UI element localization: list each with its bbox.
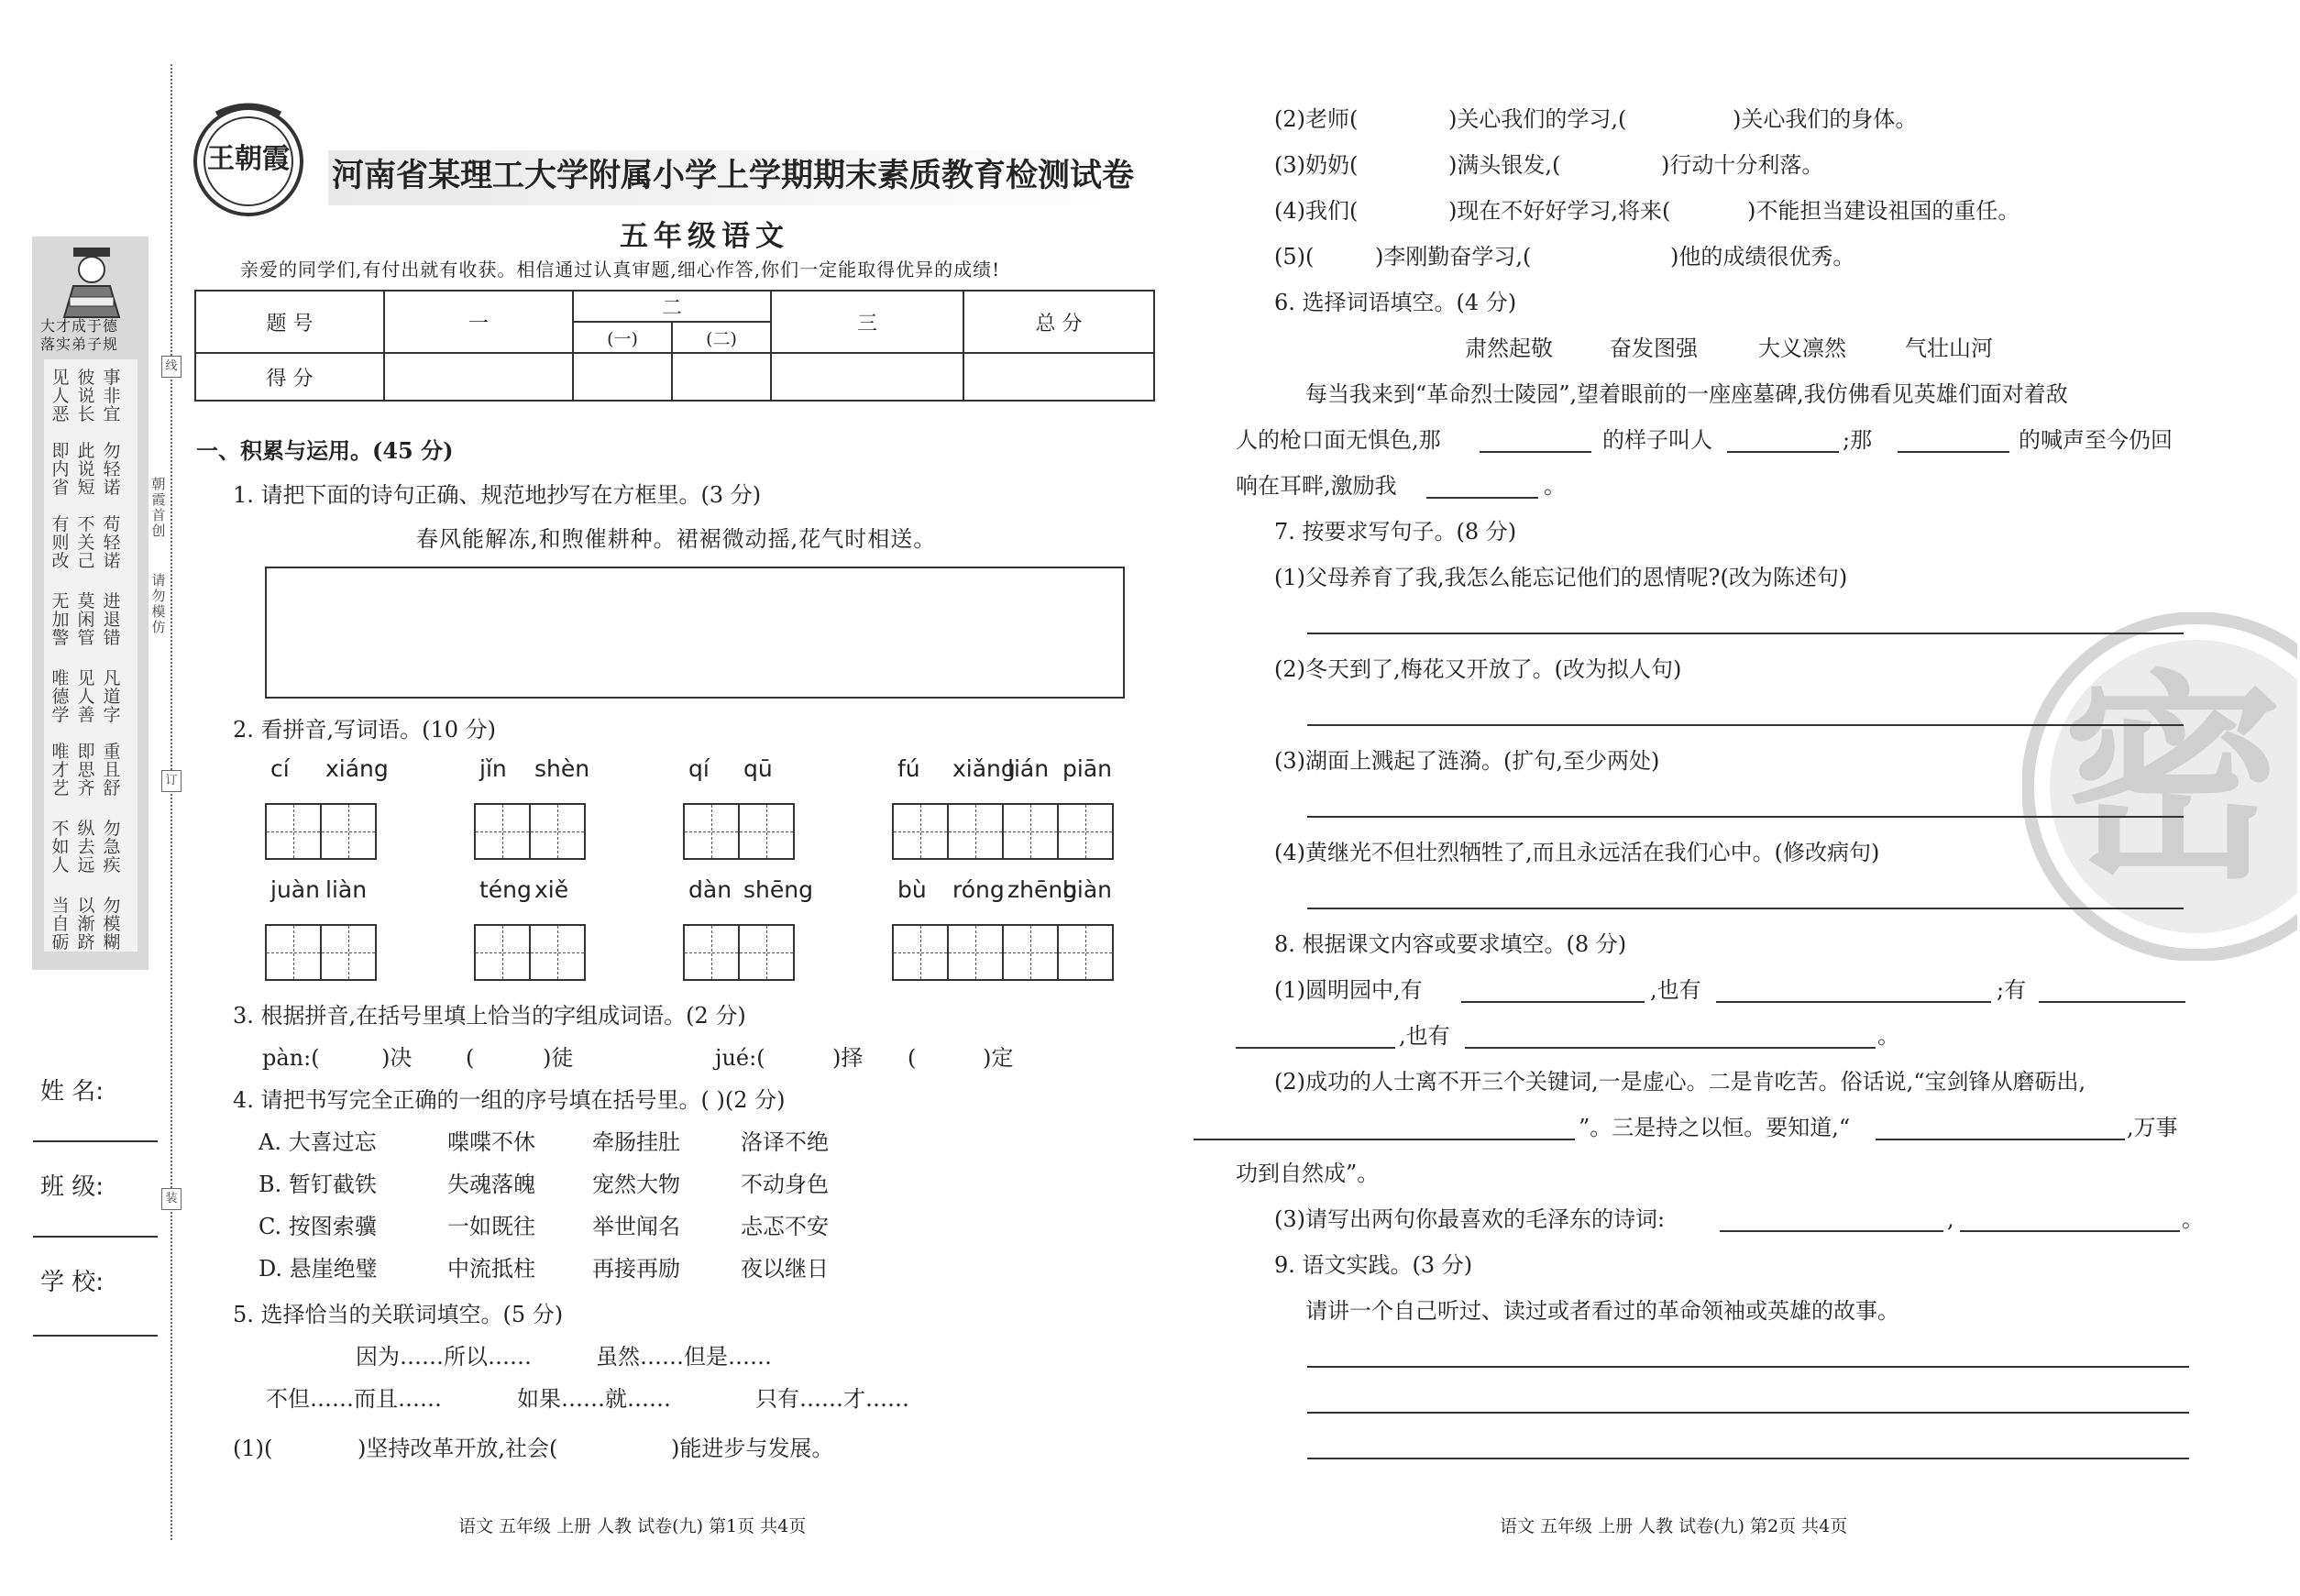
q5-3-c: )行动十分利落。: [1661, 152, 1824, 178]
score-table-header-1: 一: [384, 291, 573, 353]
pinyin-syllable: lián: [1007, 755, 1050, 782]
tianzige-cell[interactable]: [1057, 803, 1114, 860]
q5-3-b: )满头银发,(: [1448, 152, 1561, 178]
q4-option-label: B. 暂钉截铁: [259, 1172, 377, 1197]
q6-word-4: 气壮山河: [1905, 336, 1993, 361]
q6-para-b: 的样子叫人: [1602, 427, 1712, 453]
score-table-header-2: 二: [573, 291, 771, 322]
class-field-input[interactable]: [33, 1236, 158, 1238]
tianzige-cell[interactable]: [683, 803, 740, 860]
q6-word-3: 大义凛然: [1758, 336, 1846, 361]
vertical-note-1: 朝霞首创: [151, 476, 166, 539]
q8-1-d: ,也有: [1399, 1023, 1450, 1049]
q9-answer-line-2[interactable]: [1307, 1412, 2189, 1414]
q7-item-3: (3)湖面上溅起了涟漪。(扩句,至少两处): [1274, 748, 1660, 774]
q5-word-4: 如果……就……: [517, 1386, 671, 1412]
motto-column: 唯德学: [51, 668, 70, 725]
motto-column: 当自砺: [51, 896, 70, 952]
q8-1-a: (1)圆明园中,有: [1274, 977, 1423, 1003]
q5-1-a: (1)(: [233, 1436, 273, 1461]
question-3: 3. 根据拼音,在括号里填上恰当的字组成词语。(2 分): [233, 1003, 746, 1029]
pinyin-syllable: qí: [688, 755, 710, 782]
tianzige-cell[interactable]: [892, 924, 949, 981]
name-field-label: 姓 名:: [40, 1078, 105, 1106]
motto-column: 重且舒: [103, 742, 121, 798]
tianzige-cell[interactable]: [738, 924, 795, 981]
pinyin-syllable: shèn: [534, 755, 590, 782]
q6-blank-4[interactable]: [1426, 497, 1538, 499]
motto-column: 以渐跻: [77, 896, 95, 952]
pinyin-syllable: qū: [743, 755, 773, 782]
brand-logo-text: 王朝霞: [207, 143, 290, 175]
q5-2-b: )关心我们的学习,(: [1448, 106, 1627, 132]
score-table-header-3: 三: [771, 291, 963, 353]
tianzige-cell[interactable]: [683, 924, 740, 981]
score-table: [194, 290, 1155, 402]
tianzige-grid: [474, 924, 584, 981]
vertical-note-2: 请勿模仿: [151, 572, 166, 635]
q6-word-2: 奋发图强: [1610, 336, 1698, 361]
q4-option-word: 举世闻名: [592, 1214, 680, 1239]
tianzige-cell[interactable]: [738, 803, 795, 860]
tianzige-cell[interactable]: [529, 803, 586, 860]
q5-4-a: (4)我们(: [1274, 198, 1359, 224]
motto-column: 凡道字: [103, 668, 121, 725]
score-table-header-no: 题 号: [195, 291, 384, 353]
motto-column: 即思齐: [77, 742, 95, 798]
pinyin-syllable: bù: [897, 876, 927, 903]
q8-3-a: (3)请写出两句你最喜欢的毛泽东的诗词:: [1274, 1206, 1666, 1232]
q3-jue-1: jué:(: [715, 1045, 765, 1071]
q3-pan-4: )徒: [543, 1045, 574, 1071]
q3-jue-3: (: [908, 1045, 917, 1071]
q5-word-2: 虽然……但是……: [596, 1344, 772, 1370]
right-page-footer: 语文 五年级 上册 人教 试卷(九) 第2页 共4页: [1500, 1516, 1848, 1536]
tianzige-grid: [265, 924, 375, 981]
left-page-footer: 语文 五年级 上册 人教 试卷(九) 第1页 共4页: [458, 1516, 807, 1536]
q4-option-label: A. 大喜过忘: [259, 1129, 377, 1155]
q3-pan-1: pàn:(: [262, 1045, 320, 1071]
pinyin-syllable: jǐn: [479, 755, 507, 782]
poem-copy-box[interactable]: [265, 567, 1125, 699]
q8-1-blank-2[interactable]: [1716, 1001, 1991, 1003]
pinyin-syllable: dàn: [688, 876, 732, 903]
q3-pan-2: )决: [381, 1045, 413, 1071]
tianzige-grid: [683, 803, 793, 860]
school-field-label: 学 校:: [40, 1269, 105, 1296]
score-table-sub-1: (一): [573, 322, 672, 353]
question-7: 7. 按要求写句子。(8 分): [1274, 519, 1517, 545]
tianzige-cell[interactable]: [947, 803, 1004, 860]
q7-answer-line-3[interactable]: [1307, 816, 2184, 818]
question-5: 5. 选择恰当的关联词填空。(5 分): [233, 1302, 564, 1327]
q5-5-a: (5)(: [1274, 244, 1315, 270]
section-1-heading: 一、积累与运用。(45 分): [196, 437, 454, 464]
q5-word-1: 因为……所以……: [356, 1344, 532, 1370]
q8-1-blank-3[interactable]: [2039, 1001, 2185, 1003]
q4-option-label: D. 悬崖绝璧: [259, 1256, 378, 1282]
motto-column: 彼说长: [77, 368, 95, 424]
question-6: 6. 选择词语填空。(4 分): [1274, 290, 1517, 315]
q8-3-blank-1[interactable]: [1720, 1230, 1943, 1232]
q6-blank-2[interactable]: [1727, 451, 1839, 453]
motto-top-1: 大才成于德: [40, 317, 119, 335]
q8-3-blank-2[interactable]: [1960, 1230, 2180, 1232]
scholar-icon: [48, 246, 136, 319]
seal-mark-ding: 订: [161, 770, 182, 792]
q4-option-word: 洛译不绝: [741, 1129, 829, 1155]
motto-column: 见人恶: [51, 368, 70, 424]
subject-title: 五年级语文: [620, 220, 789, 253]
pinyin-syllable: biàn: [1062, 876, 1112, 903]
tianzige-grid: [265, 803, 375, 860]
q7-answer-line-4[interactable]: [1307, 908, 2184, 909]
tianzige-grid: [892, 803, 1112, 860]
pinyin-syllable: liàn: [325, 876, 368, 903]
q7-answer-line-2[interactable]: [1307, 724, 2184, 726]
tianzige-cell[interactable]: [474, 803, 531, 860]
seal-mark-xian: 线: [161, 356, 182, 378]
binding-line: [171, 64, 172, 1540]
pinyin-syllable: shēng: [743, 876, 813, 903]
pinyin-syllable: cí: [270, 755, 290, 782]
q9-answer-line-1[interactable]: [1307, 1366, 2189, 1368]
tianzige-cell[interactable]: [1002, 924, 1059, 981]
tianzige-cell[interactable]: [320, 803, 377, 860]
motto-column: 有则改: [51, 514, 70, 571]
motto-column: 勿模糊: [103, 896, 121, 952]
tianzige-grid: [892, 924, 1112, 981]
motto-column: 不如人: [51, 819, 70, 875]
q7-item-2: (2)冬天到了,梅花又开放了。(改为拟人句): [1274, 656, 1682, 682]
seal-mark-zhuang: 装: [161, 1188, 182, 1210]
q4-option-word: 夜以继日: [741, 1256, 829, 1282]
q6-blank-3[interactable]: [1898, 451, 2009, 453]
greeting-text: 亲爱的同学们,有付出就有收获。相信通过认真审题,细心作答,你们一定能取得优异的成绩!: [240, 259, 1001, 281]
q7-item-1: (1)父母养育了我,我怎么能忘记他们的恩情呢?(改为陈述句): [1274, 565, 1848, 590]
q4-option-word: 宠然大物: [592, 1172, 680, 1197]
tianzige-cell[interactable]: [320, 924, 377, 981]
tianzige-cell[interactable]: [474, 924, 531, 981]
motto-column: 苟轻诺: [103, 514, 121, 571]
motto-column: 勿急疾: [103, 819, 121, 875]
pinyin-syllable: xiǎng: [952, 755, 1016, 782]
motto-column: 此说短: [77, 441, 95, 498]
q5-word-3: 不但……而且……: [266, 1386, 442, 1412]
score-cell[interactable]: [672, 353, 771, 401]
question-8: 8. 根据课文内容或要求填空。(8 分): [1274, 931, 1627, 957]
watermark-text: 密: [2063, 650, 2283, 908]
q6-blank-1[interactable]: [1480, 451, 1591, 453]
score-cell[interactable]: [963, 353, 1154, 401]
tianzige-grid: [683, 924, 793, 981]
score-cell[interactable]: [384, 353, 573, 401]
pinyin-syllable: róng: [952, 876, 1005, 903]
score-table-row-label: 得 分: [195, 353, 384, 401]
q8-2-a: (2)成功的人士离不开三个关键词,一是虚心。二是肯吃苦。俗话说,“宝剑锋从磨砺出,: [1274, 1069, 2086, 1095]
motto-column: 进退错: [103, 591, 121, 648]
class-field-label: 班 级:: [40, 1173, 105, 1201]
q5-2-a: (2)老师(: [1274, 106, 1359, 132]
q4-option-label: C. 按图索骥: [259, 1214, 377, 1239]
score-table-sub-2: (二): [672, 322, 771, 353]
q4-option-word: 喋喋不休: [447, 1129, 535, 1155]
q5-word-5: 只有……才……: [755, 1386, 909, 1412]
q5-4-b: )现在不好好学习,将来(: [1448, 198, 1671, 224]
q6-para-f: 。: [1544, 473, 1566, 499]
question-4: 4. 请把书写完全正确的一组的序号填在括号里。( )(2 分): [233, 1087, 786, 1113]
q4-option-word: 一如既往: [447, 1214, 535, 1239]
score-table-header-total: 总 分: [963, 291, 1154, 353]
q8-2-b: ”。三是持之以恒。要知道,“: [1579, 1115, 1851, 1140]
q4-option-word: 牵肠挂肚: [592, 1129, 680, 1155]
q8-3-b: ,: [1947, 1206, 1954, 1232]
motto-column: 事非宜: [103, 368, 121, 424]
q3-pan-3: (: [466, 1045, 475, 1071]
score-cell[interactable]: [771, 353, 963, 401]
q5-3-a: (3)奶奶(: [1274, 152, 1359, 178]
q3-jue-2: )择: [832, 1045, 864, 1071]
tianzige-cell[interactable]: [1002, 803, 1059, 860]
q5-1-c: )能进步与发展。: [671, 1436, 834, 1461]
tianzige-cell[interactable]: [265, 803, 322, 860]
q5-5-b: )李刚勤奋学习,(: [1375, 244, 1532, 270]
q6-para-a: 人的枪口面无惧色,那: [1236, 427, 1441, 453]
q4-option-word: 再接再励: [592, 1256, 680, 1282]
name-field-input[interactable]: [33, 1140, 158, 1142]
tianzige-cell[interactable]: [529, 924, 586, 981]
q8-1-c: ;有: [1997, 977, 2027, 1003]
motto-column: 纵去远: [77, 819, 95, 875]
question-9: 9. 语文实践。(3 分): [1274, 1252, 1473, 1278]
motto-top-2: 落实弟子规: [40, 336, 119, 353]
q9-text: 请讲一个自己听过、读过或者看过的革命领袖或英雄的故事。: [1305, 1298, 1899, 1324]
motto-column: 莫闲管: [77, 591, 95, 648]
q8-2-c: ,万事: [2127, 1115, 2178, 1140]
exam-title: 河南省某理工大学附属小学上学期期末素质教育检测试卷: [332, 158, 1135, 194]
motto-column: 唯才艺: [51, 742, 70, 798]
q7-answer-line-1[interactable]: [1307, 633, 2184, 634]
question-1: 1. 请把下面的诗句正确、规范地抄写在方框里。(3 分): [233, 482, 762, 508]
school-field-input[interactable]: [33, 1335, 158, 1337]
pinyin-syllable: juàn: [270, 876, 320, 903]
q6-para-e: 响在耳畔,激励我: [1236, 473, 1397, 499]
q8-3-c: 。: [2182, 1206, 2204, 1232]
motto-column: 见人善: [77, 668, 95, 725]
motto-column: 不关己: [77, 514, 95, 571]
motto-column: 即内省: [51, 441, 70, 498]
q4-option-word: 不动身色: [741, 1172, 829, 1197]
q8-1-blank-4[interactable]: [1236, 1047, 1395, 1049]
q8-2-blank-2[interactable]: [1876, 1139, 2125, 1140]
q5-2-c: )关心我们的身体。: [1733, 106, 1918, 132]
tianzige-cell[interactable]: [947, 924, 1004, 981]
pinyin-syllable: téng: [479, 876, 532, 903]
q4-option-word: 中流抵柱: [447, 1256, 535, 1282]
q5-1-b: )坚持改革开放,社会(: [358, 1436, 558, 1461]
motto-column: 勿轻诺: [103, 441, 121, 498]
tianzige-grid: [474, 803, 584, 860]
q7-item-4: (4)黄继光不但壮烈牺牲了,而且永远活在我们心中。(修改病句): [1274, 840, 1880, 865]
motto-column: 无加警: [51, 591, 70, 648]
question-2: 2. 看拼音,写词语。(10 分): [233, 717, 497, 743]
q8-2-d: 功到自然成”。: [1236, 1161, 1380, 1186]
score-cell[interactable]: [573, 353, 672, 401]
q6-para-line1: 每当我来到“革命烈士陵园”,望着眼前的一座座墓碑,我仿佛看见英雄们面对着敌: [1305, 381, 2068, 407]
q6-para-c: ;那: [1843, 427, 1873, 453]
q4-option-word: 失魂落魄: [447, 1172, 535, 1197]
pinyin-syllable: fú: [897, 755, 920, 782]
pinyin-syllable: xiáng: [325, 755, 389, 782]
q9-answer-line-3[interactable]: [1307, 1458, 2189, 1459]
tianzige-cell[interactable]: [1057, 924, 1114, 981]
pinyin-syllable: zhēng: [1007, 876, 1078, 903]
q8-1-blank-1[interactable]: [1461, 1001, 1645, 1003]
pinyin-syllable: piān: [1062, 755, 1112, 782]
q8-1-blank-5[interactable]: [1465, 1047, 1876, 1049]
tianzige-cell[interactable]: [265, 924, 322, 981]
q8-2-blank-1[interactable]: [1194, 1139, 1575, 1140]
q4-option-word: 忐忑不安: [741, 1214, 829, 1239]
tianzige-cell[interactable]: [892, 803, 949, 860]
q5-4-c: )不能担当建设祖国的重任。: [1747, 198, 2020, 224]
q8-1-e: 。: [1877, 1023, 1899, 1049]
q8-1-b: ,也有: [1650, 977, 1701, 1003]
q6-word-1: 肃然起敬: [1465, 336, 1553, 361]
pinyin-syllable: xiě: [534, 876, 569, 903]
q3-jue-4: )定: [983, 1045, 1014, 1071]
q6-para-d: 的喊声至今仍回: [2019, 427, 2173, 453]
question-1-poem: 春风能解冻,和煦催耕种。裙裾微动摇,花气时相送。: [416, 526, 937, 552]
q5-5-c: )他的成绩很优秀。: [1670, 244, 1855, 270]
